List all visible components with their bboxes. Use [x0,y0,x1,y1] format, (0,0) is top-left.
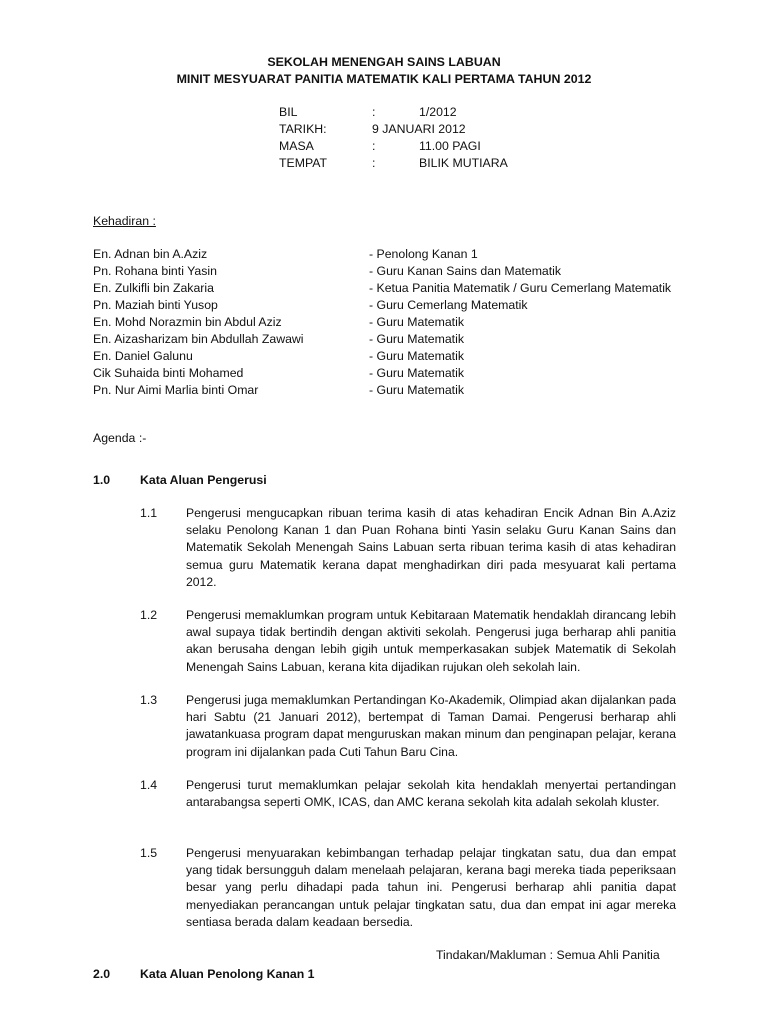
item-paragraph: Pengerusi mengucapkan ribuan terima kasih di atas kehadiran Encik Adnan Bin A.Aziz selaku Penolong Kanan 1 dan Puan Rohana binti Yasin selaku Guru Kanan Sains dan Matematik Sekolah Menengah Sains Labuan serta ribuan terima kasih di atas kehadiran semua guru Matematik kerana dapat menghadirkan diri pada mesyuarat kali pertama 2012. [186,506,676,589]
item-number: 1.5 [140,846,158,860]
attendee-role: - Ketua Panitia Matematik / Guru Cemerlang Matematik [369,281,672,295]
attendee-name: Cik Suhaida binti Mohamed [93,366,244,380]
item-number: 1.1 [140,506,158,520]
meta-key-masa: MASA [279,139,314,153]
attendee-role: - Guru Matematik [369,366,464,380]
attendee-role: - Guru Matematik [369,332,464,346]
attendee-name: En. Daniel Galunu [93,349,193,363]
attendee-name: Pn. Nur Aimi Marlia binti Omar [93,383,259,397]
item-paragraph: Pengerusi memaklumkan program untuk Kebitaraan Matematik hendaklah dirancang lebih awal supaya tidak bertindih dengan aktiviti sekolah. Pengerusi juga berharap ahli panitia akan berusaha dengan lebih gigih untuk memperkasakan subjek Matematik di Sekolah Menengah Sains Labuan, kerana kita dijadikan rujukan oleh sekolah lain. [186,608,676,674]
document-title: MINIT MESYUARAT PANITIA MATEMATIK KALI PERTAMA TAHUN 2012 [176,72,592,86]
item-paragraph: Pengerusi turut memaklumkan pelajar sekolah kita hendaklah menyertai pertandingan antarabangsa seperti OMK, ICAS, dan AMC kerana sekolah kita adalah sekolah kluster. [186,778,676,810]
item-number: 1.4 [140,778,158,792]
attendee-role: - Guru Matematik [369,383,464,397]
meta-sep-bil: : [372,105,376,119]
attendee-name: En. Aizasharizam bin Abdullah Zawawi [93,332,304,346]
meta-sep-tempat: : [372,156,376,170]
attendee-role: - Guru Matematik [369,315,464,329]
action-note: Tindakan/Makluman : Semua Ahli Panitia [436,948,660,962]
attendee-role: - Guru Matematik [369,349,464,363]
meta-value-masa: 11.00 PAGI [419,139,481,153]
meta-value-tempat: BILIK MUTIARA [419,156,508,170]
attendee-role: - Guru Cemerlang Matematik [369,298,528,312]
attendee-role: - Penolong Kanan 1 [369,247,478,261]
attendance-heading: Kehadiran : [93,214,156,228]
school-name: SEKOLAH MENENGAH SAINS LABUAN [267,55,501,69]
meta-sep-masa: : [372,139,376,153]
attendee-name: En. Adnan bin A.Aziz [93,247,208,261]
meta-key-tarikh: TARIKH: [279,122,327,136]
item-number: 1.3 [140,693,158,707]
section-title: Kata Aluan Pengerusi [140,473,267,487]
attendee-name: Pn. Rohana binti Yasin [93,264,217,278]
section-number: 1.0 [93,473,111,487]
meta-key-tempat: TEMPAT [279,156,328,170]
meta-key-bil: BIL [279,105,298,119]
meta-value-tarikh: 9 JANUARI 2012 [372,122,466,136]
meta-value-bil: 1/2012 [419,105,457,119]
item-paragraph: Pengerusi menyuarakan kebimbangan terhadap pelajar tingkatan satu, dua dan empat yang tidak bersungguh dalam menelaah pelajaran, kerana bagi mereka tiada peperiksaan besar yang perlu dihadapi pada tahun ini. Pengerusi berharap ahli panitia dapat menyediakan perancangan untuk pelajar tingkatan satu, dua dan empat ini agar mereka sentiasa berada dalam keadaan bersedia. [186,846,676,929]
section-number: 2.0 [93,967,111,981]
item-number: 1.2 [140,608,158,622]
attendee-name: En. Mohd Norazmin bin Abdul Aziz [93,315,282,329]
agenda-label: Agenda :- [93,431,147,445]
attendee-name: Pn. Maziah binti Yusop [93,298,218,312]
item-paragraph: Pengerusi juga memaklumkan Pertandingan Ko-Akademik, Olimpiad akan dijalankan pada hari Sabtu (21 Januari 2012), bertempat di Taman Damai. Pengerusi berharap ahli jawatankuasa program dapat menguruskan makan minum dan penginapan pelajar, kerana program ini dijalankan pada Cuti Tahun Baru Cina. [186,693,676,759]
attendee-name: En. Zulkifli bin Zakaria [93,281,214,295]
section-title: Kata Aluan Penolong Kanan 1 [140,967,315,981]
attendee-role: - Guru Kanan Sains dan Matematik [369,264,562,278]
